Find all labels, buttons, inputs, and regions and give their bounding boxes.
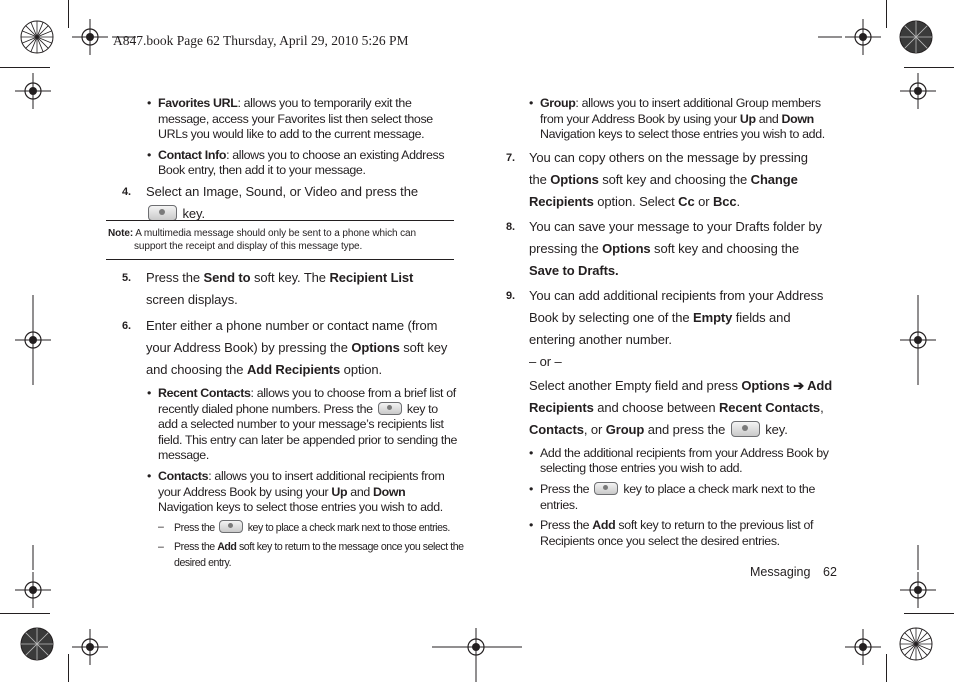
footer-page-number: 62 bbox=[823, 565, 837, 579]
right-column bbox=[506, 96, 842, 549]
step-9-alternate: Select another Empty field and press Options ➔ Add Recipients and choose between Recent Contacts, Contacts, or Group and press the key. bbox=[529, 377, 833, 437]
ok-key-icon bbox=[378, 402, 402, 415]
bullet-add-additional: • Add the additional recipients from your Address Book by selecting those entries you wish to add. bbox=[524, 446, 840, 477]
or-separator: – or – bbox=[529, 353, 562, 369]
bullet-contacts: • Contacts: allows you to insert additional recipients from your Address Book by using your Up and Down Navigation keys to select those entries you wish to add. bbox=[142, 469, 458, 516]
subitem-press-check: – Press the key to place a check mark next to those entries. bbox=[158, 520, 464, 537]
left-column-lower bbox=[108, 267, 464, 571]
subitem-press-add: – Press the Add soft key to return to the message once you select the desired entry. bbox=[158, 540, 464, 571]
step-4: 4. Select an Image, Sound, or Video and press the key. bbox=[122, 183, 418, 221]
step-9: 9. You can add additional recipients from your Address Book by selecting one of the Empty fields and entering another number. – or – Select another Empty field and press Options ➔ Add Recipients and choose between Recent Contacts, Contacts, or Group and press the key. bbox=[506, 285, 839, 441]
step-7: 7. You can copy others on the message by pressing the Options soft key and choosing the Change Recipients option. Select Cc or Bcc. bbox=[506, 149, 808, 209]
left-column bbox=[108, 96, 458, 225]
bullet-press-add: • Press the Add soft key to return to the previous list of Recipients once you select the desired entries. bbox=[524, 518, 840, 549]
note-text: Note: A multimedia message should only be sent to a phone which can support the receipt and display of this message type. bbox=[108, 228, 416, 252]
step-5: 5. Press the Send to soft key. The Recipient List screen displays. bbox=[122, 270, 414, 307]
ok-key-icon bbox=[594, 482, 618, 495]
bullet-contact-info: • Contact Info: allows you to choose an existing Address Book entry, then add it to your message. bbox=[142, 148, 458, 179]
ok-key-icon bbox=[731, 421, 760, 437]
ok-key-icon bbox=[219, 520, 243, 533]
note-box bbox=[106, 220, 454, 260]
book-file-header: A847.book Page 62 Thursday, April 29, 2010 5:26 PM bbox=[113, 33, 409, 48]
bullet-recent-contacts: • Recent Contacts: allows you to choose from a brief list of recently dialed phone numbers. Press the key to add a selected number to your message’s recipients list field. This entry can later be appended prior to sending the message. bbox=[142, 386, 458, 464]
step-8: 8. You can save your message to your Drafts folder by pressing the Options soft key and choosing the Save to Drafts. bbox=[506, 218, 822, 278]
footer-section: Messaging bbox=[750, 565, 811, 579]
step-6: 6. Enter either a phone number or contact name (from your Address Book) by pressing the Options soft key and choosing the Add Recipients option. bbox=[122, 318, 448, 377]
bullet-favorites-url: • Favorites URL: allows you to temporarily exit the message, access your Favorites list then select those URLs you would like to add to the current message. bbox=[142, 96, 458, 143]
bullet-press-check: • Press the key to place a check mark next to the entries. bbox=[524, 482, 840, 513]
bullet-group: • Group: allows you to insert additional Group members from your Address Book by using your Up and Down Navigation keys to select those entries you wish to add. bbox=[524, 96, 840, 143]
ok-key-icon bbox=[148, 205, 177, 221]
